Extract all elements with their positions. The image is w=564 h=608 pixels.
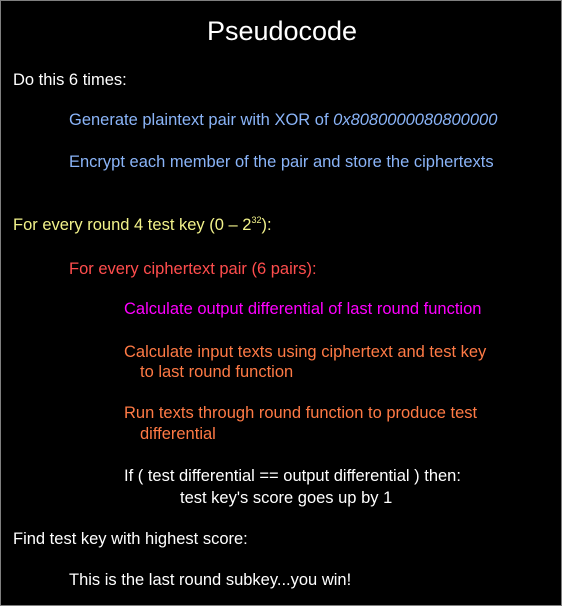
input-texts-text-1: Calculate input texts using ciphertext and test key xyxy=(124,343,487,361)
round-function-line xyxy=(124,403,477,423)
generate-plaintext-text: Generate plaintext pair with XOR of xyxy=(69,111,334,129)
round-key-loop-close: ): xyxy=(261,216,272,234)
if-condition-line xyxy=(124,466,461,486)
encrypt-line xyxy=(69,152,494,172)
input-texts-line-cont xyxy=(140,362,293,382)
output-differential-line xyxy=(124,299,481,319)
loop-six-times xyxy=(13,70,127,90)
score-increment-text: test key's score goes up by 1 xyxy=(180,489,393,507)
round-function-line-cont xyxy=(140,424,216,444)
find-key-text: Find test key with highest score: xyxy=(13,530,248,548)
round-key-loop xyxy=(13,215,272,235)
input-texts-text-2: to last round function xyxy=(140,363,294,381)
score-increment-line xyxy=(180,488,392,508)
loop-six-times-text: Do this 6 times: xyxy=(13,71,127,89)
result-line xyxy=(69,570,351,590)
xor-constant: 0x8080000080800000 xyxy=(333,111,498,129)
ciphertext-pair-loop xyxy=(69,259,317,279)
input-texts-line xyxy=(124,342,486,362)
round-function-text-2: differential xyxy=(140,425,216,443)
encrypt-text: Encrypt each member of the pair and store the ciphertexts xyxy=(69,153,494,171)
result-text: This is the last round subkey...you win! xyxy=(69,571,352,589)
generate-plaintext-line xyxy=(69,110,497,130)
exponent: 32 xyxy=(251,215,262,225)
round-key-loop-text: For every round 4 test key (0 – 2 xyxy=(13,216,252,234)
round-function-text-1: Run texts through round function to produce test xyxy=(124,404,478,422)
slide-title: Pseudocode xyxy=(206,16,358,46)
ciphertext-pair-loop-text: For every ciphertext pair (6 pairs): xyxy=(69,260,317,278)
find-key-line xyxy=(13,529,248,549)
if-condition-text: If ( test differential == output differential ) then: xyxy=(124,467,461,485)
output-differential-text: Calculate output differential of last round function xyxy=(124,300,482,318)
